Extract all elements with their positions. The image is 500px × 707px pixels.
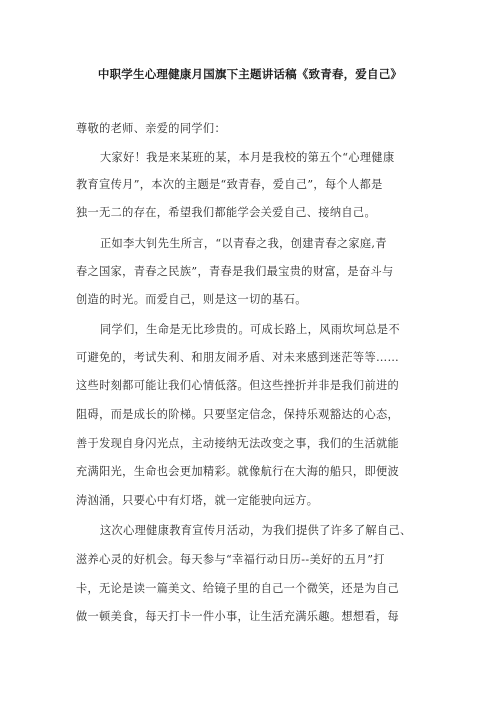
paragraph-3-line-5: 善于发现自身闪光点，主动接纳无法改变之事，我们的生活就能: [76, 437, 400, 450]
paragraph-3-line-1: 同学们，生命是无比珍贵的。可成长路上，风雨坎坷总是不: [100, 323, 400, 336]
paragraph-1-line-1: 大家好！我是来某班的某，本月是我校的第五个“心理健康: [100, 151, 395, 164]
document-title: 中职学生心理健康月国旗下主题讲话稿《致青春，爱自己》: [97, 67, 403, 81]
paragraph-3-line-6: 充满阳光，生命也会更加精彩。就像航行在大海的船只，即便波: [76, 465, 400, 478]
salutation: 尊敬的老师、亲爱的同学们：: [76, 122, 226, 135]
paragraph-3-line-3: 这些时刻都可能让我们心情低落。但这些挫折并非是我们前进的: [76, 379, 400, 392]
paragraph-1-line-2: 教育宣传月”，本次的主题是“致青春，爱自己”，每个人都是: [76, 178, 383, 191]
paragraph-2-line-3: 创造的时光。而爱自己，则是这一切的基石。: [76, 293, 307, 306]
paragraph-3-line-7: 涛汹涌，只要心中有灯塔，就一定能驶向远方。: [76, 494, 319, 507]
paragraph-3-line-2: 可避免的，考试失利、和朋友闹矛盾、对未来感到迷茫等等……: [76, 351, 400, 364]
paragraph-4-line-4: 做一顿美食，每天打卡一件小事，让生活充满乐趣。想想看，每: [76, 610, 400, 623]
paragraph-4-line-1: 这次心理健康教育宣传月活动，为我们提供了许多了解自己、: [100, 524, 412, 537]
paragraph-4-line-2: 滋养心灵的好机会。每天参与“幸福行动日历--美好的五月”打: [76, 553, 385, 566]
paragraph-2-line-2: 春之国家，青春之民族”，青春是我们最宝贵的财富，是奋斗与: [76, 265, 394, 278]
paragraph-2-line-1: 正如李大钊先生所言，“以青春之我，创建青春之家庭,青: [100, 237, 387, 250]
paragraph-4-line-3: 卡，无论是读一篇美文、给镜子里的自己一个微笑，还是为自己: [76, 582, 400, 595]
paragraph-3-line-4: 阻碍，而是成长的阶梯。只要坚定信念，保持乐观豁达的心态，: [76, 408, 400, 421]
paragraph-1-line-3: 独一无二的存在，希望我们都能学会关爱自己、接纳自己。: [76, 206, 376, 219]
